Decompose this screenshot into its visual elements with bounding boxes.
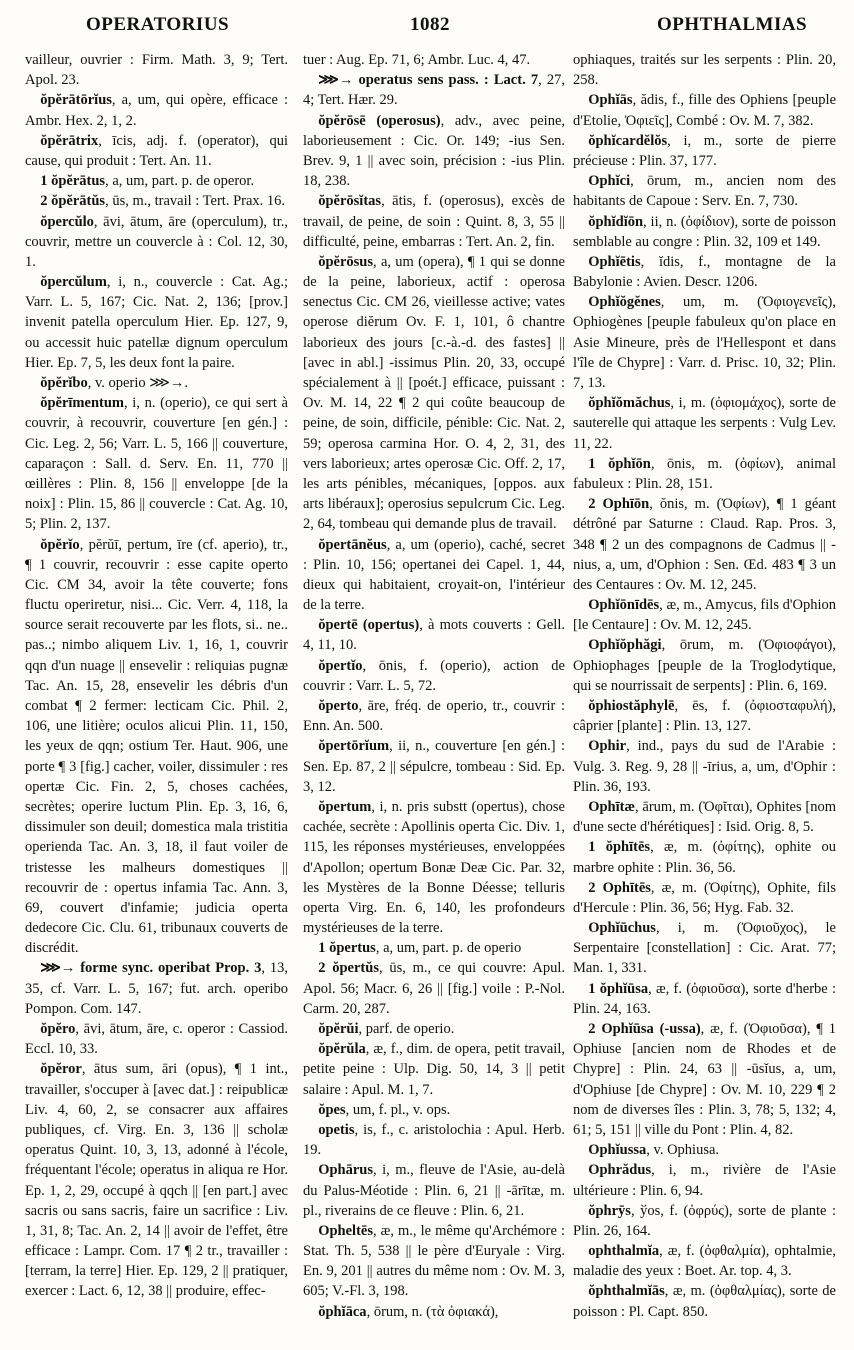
dictionary-entry: 2 Ophīōn, ŏnis, m. (Ὀφίων), ¶ 1 géant détrôné par Saturne : Claud. Rap. Pros. 3, 348 ¶ 2 un des compagnons de Cadmus || -nius, a, um, d'Ophion : Sen. Œd. 483 ¶ 3 un des Centaures : Ov. M. 12, 245.: [573, 496, 836, 593]
dictionary-entry: ŏpĕrŭi, parf. de operio.: [318, 1021, 455, 1037]
running-header: [0, 14, 854, 42]
dictionary-entry: ⋙→ operatus sens pass. : Lact. 7, 27, 4; Tert. Hær. 29.: [303, 72, 566, 109]
dictionary-entry: ŏpĕrĭo, pĕrŭī, pertum, īre (cf. aperio), tr., ¶ 1 couvrir, recouvrir : esse capite operto Cic. CM 34, avoir la tête couverte; fons fluctu operiretur, nisi... Cic. Verr. 4, 118, la source serait recouverte par les flots, si.. ne.. pas..; nimbo aliquem Liv. 1, 16, 1, couvrir qqn d'un nuage || ensevelir : reliquias pugnæ Tac. An. 15, 28, ensevelir les débris d'un combat ¶ 2 fermer: lecticam Cic. Phil. 2, 106, une litière; oculos alicui Plin. 11, 150, les yeux de qqn; ostium Ter. Haut. 906, une porte ¶ 3 [fig.] cacher, voiler, dissimuler : res opertæ Cic. Fin. 2, 5, choses cachées, secrètes; operire luctum Plin. Ep. 3, 16, 6, dissimuler son deuil; domestica mala tristitia operienda Tac. An. 3, 18, il faut voiler de tristesse les malheurs domestiques || recouvrir de : opertus infamia Tac. Ann. 3, 69, couvert d'infamie; judicia operta dedecore Cic. Clu. 61, tribunaux couverts de discrédit.: [25, 536, 288, 957]
dictionary-entry: ŏphĭŏmăchus, i, m. (ὀφιομάχος), sorte de sauterelle qui attaque les serpents : Vulg Lev. 11, 22.: [573, 395, 836, 452]
dictionary-entry: Ophĭās, ădis, f., fille des Ophiens [peuple d'Etolie, Ὀφιεῖς], Combé : Ov. M. 7, 382.: [573, 92, 836, 129]
column-left: [25, 50, 288, 1302]
dictionary-entry: ŏphthalmĭās, æ, m. (ὀφθαλμίας), sorte de poisson : Pl. Capt. 850.: [573, 1283, 836, 1320]
dictionary-entry: ŏpĕror, ātus sum, āri (opus), ¶ 1 int., travailler, s'occuper à [avec dat.] : reipublicæ Liv. 4, 60, 2, se consacrer aux affaires publiques, cf. Virg. En. 3, 136 || scholæ operatus Quint. 10, 3, 13, adonné à l'école, fréquentant l'école; operatus in aliqua re Hor. Ep. 1, 2, 29, occupé à qqch || [en part.] avec sacris ou sans sacris, faire un sacrifice : Liv. 1, 31, 8; Tac. An. 2, 14 || avoir de l'effet, être efficace : Lampr. Com. 17 ¶ 2 tr., travailler : [terram, la terre] Hier. Ep. 129, 2 || pratiquer, exercer : Lact. 6, 12, 38 || produire, effec-: [25, 1061, 288, 1300]
dictionary-entry: ŏphĭdĭōn, ii, n. (ὀφίδιον), sorte de poisson semblable au congre : Plin. 32, 109 et 149.: [573, 213, 836, 250]
dictionary-entry: ŏpertē (opertus), à mots couverts : Gell. 4, 11, 10.: [303, 617, 565, 654]
dictionary-entry: ŏpertōrĭum, ii, n., couverture [en gén.] : Sen. Ep. 87, 2 || sépulcre, tombeau : Sid. Ep. 3, 12.: [303, 738, 565, 795]
dictionary-entry: ŏpĕrātrix, īcis, adj. f. (operator), qui cause, qui produit : Tert. An. 11.: [25, 132, 288, 169]
dictionary-entry: ŏphĭāca, ōrum, n. (τὰ ὀφιακά),: [318, 1303, 499, 1320]
dictionary-entry: 2 Ophĭūsa (-ussa), æ, f. (Ὀφιοῦσα), ¶ 1 Ophiuse [ancien nom de Rhodes et de Chypre] : Plin. 24, 63 || -ūsĭus, a, um, d'Ophiuse [de Chypre] : Ov. M. 10, 229 ¶ 2 nom de diverses îles : Plin. 3, 78; 5, 132; 4, 61; 5, 151 || ville du Pont : Plin. 4, 82.: [573, 1021, 837, 1138]
dictionary-entry: Ophir, ind., pays du sud de l'Arabie : Vulg. 3. Reg. 9, 28 || -īrius, a, um, d'Ophir : Plin. 36, 193.: [573, 738, 836, 795]
dictionary-entry: ŏpercŭlum, i, n., couvercle : Cat. Ag.; Varr. L. 5, 167; Cic. Nat. 2, 136; [prov.] invenit patella operculum Hier. Ep. 127, 9, ou accessit huic patellæ dignum operculum Hier. Ep. 7, 5, les deux font la paire.: [25, 274, 288, 371]
dictionary-entry: ŏphrȳs, ўos, f. (ὀφρύς), sorte de plante : Plin. 26, 164.: [573, 1202, 836, 1239]
dictionary-entry: ŏpĕrĭbo, v. operio ⋙→.: [40, 375, 188, 391]
dictionary-entry: 1 ŏphītēs, æ, m. (ὀφίτης), ophite ou marbre ophite : Plin. 36, 56.: [573, 839, 836, 876]
page-number: 1082: [410, 14, 450, 35]
dictionary-entry: 1 ŏpertus, a, um, part. p. de operio: [318, 940, 522, 957]
column-middle: [303, 50, 565, 1322]
dictionary-entry: 2 Ophītēs, æ, m. (Ὀφίτης), Ophite, fils d'Hercule : Plin. 36, 56; Hyg. Fab. 32.: [573, 879, 836, 916]
dictionary-entry: ŏpercŭlo, āvi, ātum, āre (operculum), tr., couvrir, mettre un couvercle à : Col. 12, 30, 1.: [25, 213, 288, 270]
dictionary-entry: 1 ŏphĭūsa, æ, f. (ὀφιοῦσα), sorte d'herbe : Plin. 24, 163.: [573, 980, 836, 1017]
dictionary-entry: 2 ŏpĕrātŭs, ūs, m., travail : Tert. Prax. 16.: [40, 193, 286, 210]
dictionary-entry: ŏpĕro, āvi, ātum, āre, c. operor : Cassiod. Eccl. 10, 33.: [25, 1021, 288, 1058]
dictionary-entry: Ophĭōnīdēs, æ, m., Amycus, fils d'Ophion [le Centaure] : Ov. M. 12, 245.: [573, 597, 836, 634]
dictionary-entry: 1 ŏpĕrātus, a, um, part. p. de operor.: [40, 173, 255, 190]
dictionary-entry: ophthalmĭa, æ, f. (ὀφθαλμία), ophtalmie, maladie des yeux : Boet. Ar. top. 4, 3.: [573, 1243, 836, 1280]
dictionary-entry: ŏperto, āre, fréq. de operio, tr., couvrir : Enn. An. 500.: [303, 698, 565, 735]
header-right-word: OPHTHALMIAS: [657, 14, 808, 35]
dictionary-entry: 1 ŏphĭōn, ōnis, m. (ὀφίων), animal fabuleux : Plin. 28, 151.: [573, 455, 836, 492]
dictionary-entry: ŏpĕrōsĭtas, ātis, f. (operosus), excès de travail, de peine, de soin : Quint. 8, 3, 55 || difficulté, peine, embarras : Tert. An. 2, fin.: [303, 193, 565, 250]
dictionary-entry: Ophĭŏgĕnes, um, m. (Ὀφιογενεῖς), Ophiogènes [peuple fabuleux qu'on place en Asie Mineure, près de l'Hellespont et dans l'île de Chypre] : Varr. d. Prisc. 10, 32; Plin. 7, 13.: [573, 294, 836, 391]
dictionary-entry: Ophĭci, ōrum, m., ancien nom des habitants de Capoue : Serv. En. 7, 730.: [573, 173, 836, 210]
dictionary-entry: ŏphiostăphylē, ēs, f. (ὀφιοσταφυλή), câprier [plante] : Plin. 13, 127.: [573, 698, 836, 735]
dictionary-entry: vailleur, ouvrier : Firm. Math. 3, 9; Tert. Apol. 23.: [25, 52, 288, 89]
dictionary-entry: 2 ŏpertŭs, ūs, m., ce qui couvre: Apul. Apol. 56; Macr. 6, 26 || [fig.] voile : P.-Nol. Carm. 20, 287.: [303, 960, 565, 1017]
dictionary-entry: ŏpĕrōsē (operosus), adv., avec peine, laborieusement : Cic. Or. 149; -ius Sen. Brev. 9, 1 || avec soin, précision : -ius Plin. 18, 238.: [303, 112, 565, 190]
dictionary-entry: Ophītæ, ārum, m. (Ὀφῖται), Ophites [nom d'une secte d'hérétiques] : Isid. Orig. 8, 5.: [573, 798, 836, 836]
dictionary-entry: Ophārus, i, m., fleuve de l'Asie, au-delà du Palus-Méotide : Plin. 6, 21 || -ārītæ, m. pl., riverains de ce fleuve : Plin. 6, 21.: [303, 1162, 565, 1219]
dictionary-entry: Opheltēs, æ, m., le même qu'Archémore : Stat. Th. 5, 538 || le père d'Euryale : Virg. En. 9, 201 || autres du même nom : Ov. M. 3, 605; V.-Fl. 3, 198.: [303, 1222, 565, 1300]
dictionary-entry: ŏphĭcardĕlŏs, i, m., sorte de pierre précieuse : Plin. 37, 177.: [573, 132, 836, 169]
dictionary-entry: ophiaques, traités sur les serpents : Plin. 20, 258.: [573, 52, 836, 89]
dictionary-entry: Ophĭussa, v. Ophiusa.: [588, 1142, 720, 1159]
dictionary-entry: Ophĭētis, ĭdis, f., montagne de la Babylonie : Avien. Descr. 1206.: [573, 253, 836, 291]
dictionary-entry: Ophĭŏphăgi, ōrum, m. (Ὀφιοφάγοι), Ophiophages [peuple de la Troglodytique, qui se nourrissait de serpents] : Plin. 6, 169.: [573, 637, 836, 694]
dictionary-entry: Ophĭūchus, i, m. (Ὀφιοῦχος), le Serpentaire [constellation] : Cic. Arat. 77; Man. 1, 331.: [573, 920, 836, 977]
dictionary-entry: ŏpĕrīmentum, i, n. (operio), ce qui sert à couvrir, à recouvrir, couverture [en gén.] : Cic. Leg. 2, 56; Varr. L. 5, 166 || couverture, caparaçon : Sall. d. Serv. En. 11, 770 || œillères : Plin. 8, 156 || enveloppe [de la noix] : Plin. 15, 86 || couvercle : Cat. Ag. 10, 5; Plin. 2, 137.: [25, 395, 288, 533]
dictionary-entry: ⋙→ forme sync. operibat Prop. 3, 13, 35, cf. Varr. L. 5, 167; fut. arch. operibo Pompon. Com. 147.: [25, 960, 289, 1017]
dictionary-entry: Ophrădus, i, m., rivière de l'Asie ultérieure : Plin. 6, 94.: [573, 1162, 836, 1199]
dictionary-entry: ŏpĕrŭla, æ, f., dim. de opera, petit travail, petite peine : Ulp. Dig. 50, 14, 3 || petit salaire : Apul. M. 1, 7.: [303, 1041, 565, 1098]
dictionary-entry: ŏpertum, i, n. pris substt (opertus), chose cachée, secrète : Apollinis operta Cic. Div. 1, 115, les réponses mystérieuses, enveloppées d'Apollon; opertum Bonæ Deæ Cic. Par. 32, les Mystères de la Bonne Déesse; telluris operta Virg. En. 6, 140, les profondeurs mystérieuses de la terre.: [303, 798, 565, 937]
dictionary-entry: ŏpes, um, f. pl., v. ops.: [318, 1101, 451, 1118]
header-left-word: OPERATORIUS: [86, 14, 230, 35]
dictionary-entry: ŏpertĭo, ōnis, f. (operio), action de couvrir : Varr. L. 5, 72.: [303, 657, 565, 694]
dictionary-entry: ŏpĕrōsus, a, um (opera), ¶ 1 qui se donne de la peine, laborieux, actif : operosa senectus Cic. CM 26, vieillesse active; vates operose diĕrum Ov. F. 1, 101, ô chantre laborieux des jours [c.-à.-d. des fastes] || [avec in abl.] -issimus Plin. 20, 33, occupé spécialement à || [poét.] efficace, puissant : Ov. M. 14, 22 ¶ 2 qui coûte beaucoup de peine, de soin, difficile, pénible: Cic. Nat. 2, 59; operosa carmina Hor. O. 4, 2, 31, des vers laborieux; artes operosæ Cic. Off. 2, 17, les arts pénibles, mécaniques, [oppos. aux arts libéraux]; operosius sepulcrum Cic. Leg. 2, 64, tombeau qui demande plus de travail.: [303, 253, 565, 533]
column-right: [573, 50, 836, 1322]
dictionary-entry: tuer : Aug. Ep. 71, 6; Ambr. Luc. 4, 47.: [303, 52, 531, 68]
dictionary-entry: ŏpertānĕus, a, um (operio), caché, secret : Plin. 10, 156; opertanei dei Capel. 1, 44, dieux qui habitaient, croyait-on, l'intérieur de la terre.: [303, 536, 565, 614]
dictionary-entry: ŏpĕrātōrĭus, a, um, qui opère, efficace : Ambr. Hex. 2, 1, 2.: [25, 92, 288, 129]
dictionary-entry: opetis, is, f., c. aristolochia : Apul. Herb. 19.: [303, 1121, 565, 1159]
